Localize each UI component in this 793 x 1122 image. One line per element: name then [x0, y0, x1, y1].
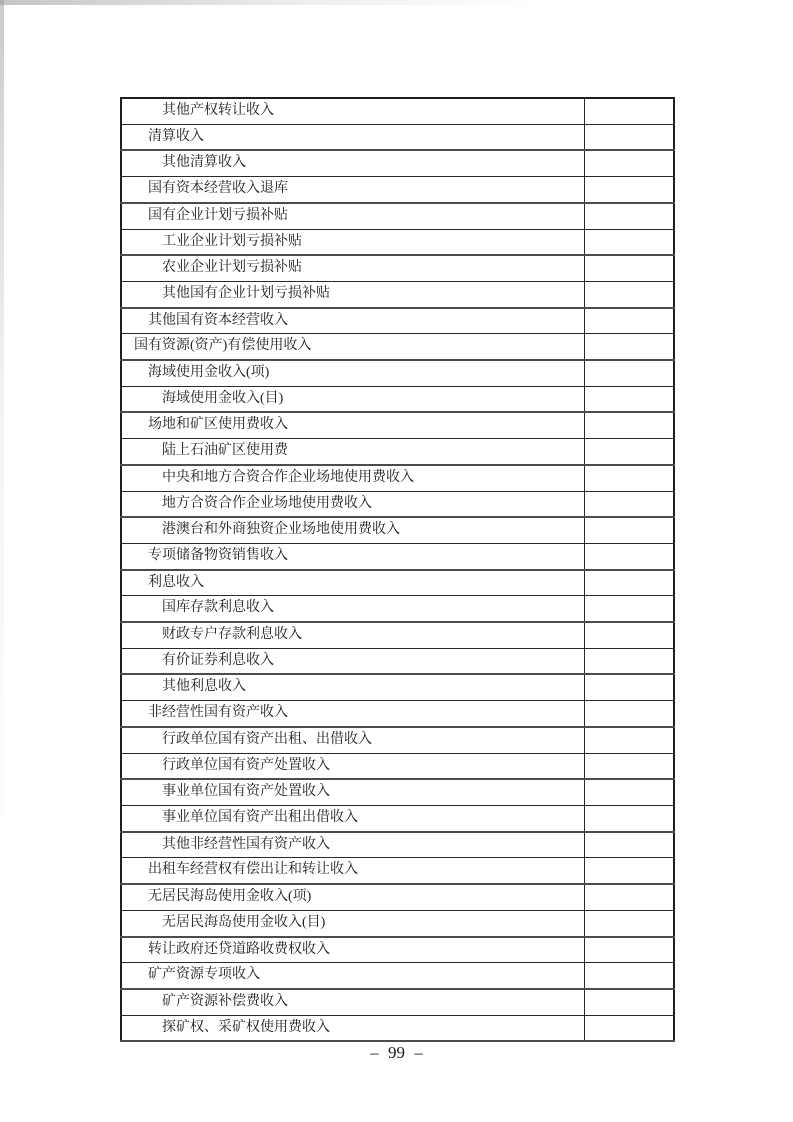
amount-cell — [584, 963, 674, 989]
item-name-cell: 其他利息收入 — [121, 674, 584, 700]
amount-cell — [584, 910, 674, 936]
amount-cell — [584, 203, 674, 229]
item-name-cell: 无居民海岛使用金收入(目) — [121, 910, 584, 936]
table-row — [121, 648, 674, 674]
item-name-cell: 工业企业计划亏损补贴 — [121, 229, 584, 255]
amount-cell — [584, 701, 674, 727]
amount-cell — [584, 412, 674, 438]
item-name-cell: 陆上石油矿区使用费 — [121, 439, 584, 465]
amount-cell — [584, 543, 674, 569]
table-row — [121, 150, 674, 176]
amount-cell — [584, 517, 674, 543]
amount-cell — [584, 622, 674, 648]
item-name-cell: 农业企业计划亏损补贴 — [121, 255, 584, 281]
item-name-cell: 中央和地方合资合作企业场地使用费收入 — [121, 465, 584, 491]
table-row — [121, 517, 674, 543]
table-row — [121, 386, 674, 412]
item-name-cell: 矿产资源补偿费收入 — [121, 989, 584, 1015]
table-row — [121, 570, 674, 596]
amount-cell — [584, 832, 674, 858]
item-name-cell: 其他国有企业计划亏损补贴 — [121, 281, 584, 307]
item-name-cell: 出租车经营权有偿出让和转让收入 — [121, 858, 584, 884]
item-name-cell: 其他国有资本经营收入 — [121, 308, 584, 334]
amount-cell — [584, 674, 674, 700]
table-row — [121, 674, 674, 700]
amount-cell — [584, 334, 674, 360]
amount-cell — [584, 937, 674, 963]
item-name-cell: 其他非经营性国有资产收入 — [121, 832, 584, 858]
amount-cell — [584, 177, 674, 203]
item-name-cell: 其他产权转让收入 — [121, 98, 584, 124]
table-row — [121, 308, 674, 334]
item-name-cell: 国有资源(资产)有偿使用收入 — [121, 334, 584, 360]
amount-cell — [584, 360, 674, 386]
amount-cell — [584, 281, 674, 307]
table-row — [121, 439, 674, 465]
table-row — [121, 465, 674, 491]
table-row — [121, 596, 674, 622]
item-name-cell: 行政单位国有资产处置收入 — [121, 753, 584, 779]
amount-cell — [584, 491, 674, 517]
amount-cell — [584, 465, 674, 491]
amount-cell — [584, 386, 674, 412]
table-row — [121, 334, 674, 360]
page-edge-shadow-top — [0, 0, 540, 5]
item-name-cell: 事业单位国有资产处置收入 — [121, 779, 584, 805]
table-row — [121, 884, 674, 910]
amount-cell — [584, 570, 674, 596]
amount-cell — [584, 648, 674, 674]
item-name-cell: 探矿权、采矿权使用费收入 — [121, 1015, 584, 1041]
table-row — [121, 229, 674, 255]
table-row — [121, 858, 674, 884]
amount-cell — [584, 727, 674, 753]
amount-cell — [584, 124, 674, 150]
item-name-cell: 财政专户存款利息收入 — [121, 622, 584, 648]
table-row — [121, 937, 674, 963]
amount-cell — [584, 596, 674, 622]
page-edge-shadow-left — [0, 0, 4, 880]
item-name-cell: 事业单位国有资产出租出借收入 — [121, 805, 584, 831]
item-name-cell: 海域使用金收入(目) — [121, 386, 584, 412]
table-row — [121, 701, 674, 727]
item-name-cell: 矿产资源专项收入 — [121, 963, 584, 989]
item-name-cell: 行政单位国有资产出租、出借收入 — [121, 727, 584, 753]
item-name-cell: 非经营性国有资产收入 — [121, 701, 584, 727]
item-name-cell: 专项储备物资销售收入 — [121, 543, 584, 569]
item-name-cell: 国有资本经营收入退库 — [121, 177, 584, 203]
table-row — [121, 491, 674, 517]
table-row — [121, 805, 674, 831]
table-row — [121, 1015, 674, 1041]
amount-cell — [584, 150, 674, 176]
table-row — [121, 779, 674, 805]
item-name-cell: 其他清算收入 — [121, 150, 584, 176]
item-name-cell: 国有企业计划亏损补贴 — [121, 203, 584, 229]
item-name-cell: 地方合资合作企业场地使用费收入 — [121, 491, 584, 517]
table-row — [121, 281, 674, 307]
item-name-cell: 有价证券利息收入 — [121, 648, 584, 674]
table-body — [121, 98, 674, 1041]
table-row — [121, 753, 674, 779]
amount-cell — [584, 308, 674, 334]
item-name-cell: 清算收入 — [121, 124, 584, 150]
amount-cell — [584, 98, 674, 124]
amount-cell — [584, 439, 674, 465]
table-row — [121, 255, 674, 281]
amount-cell — [584, 255, 674, 281]
table-row — [121, 989, 674, 1015]
amount-cell — [584, 884, 674, 910]
item-name-cell: 利息收入 — [121, 570, 584, 596]
amount-cell — [584, 989, 674, 1015]
table-row — [121, 412, 674, 438]
amount-cell — [584, 779, 674, 805]
amount-cell — [584, 858, 674, 884]
table-row — [121, 622, 674, 648]
amount-cell — [584, 753, 674, 779]
table-row — [121, 124, 674, 150]
table-row — [121, 203, 674, 229]
table-row — [121, 177, 674, 203]
page-number: – 99 – — [370, 1043, 423, 1062]
item-name-cell: 无居民海岛使用金收入(项) — [121, 884, 584, 910]
amount-cell — [584, 805, 674, 831]
table-row — [121, 543, 674, 569]
amount-cell — [584, 1015, 674, 1041]
table-row — [121, 910, 674, 936]
item-name-cell: 转让政府还贷道路收费权收入 — [121, 937, 584, 963]
revenue-classification-table — [120, 97, 675, 1042]
item-name-cell: 国库存款利息收入 — [121, 596, 584, 622]
item-name-cell: 场地和矿区使用费收入 — [121, 412, 584, 438]
item-name-cell: 海域使用金收入(项) — [121, 360, 584, 386]
table-row — [121, 98, 674, 124]
table-row — [121, 727, 674, 753]
table-row — [121, 832, 674, 858]
table-row — [121, 963, 674, 989]
amount-cell — [584, 229, 674, 255]
item-name-cell: 港澳台和外商独资企业场地使用费收入 — [121, 517, 584, 543]
table-row — [121, 360, 674, 386]
